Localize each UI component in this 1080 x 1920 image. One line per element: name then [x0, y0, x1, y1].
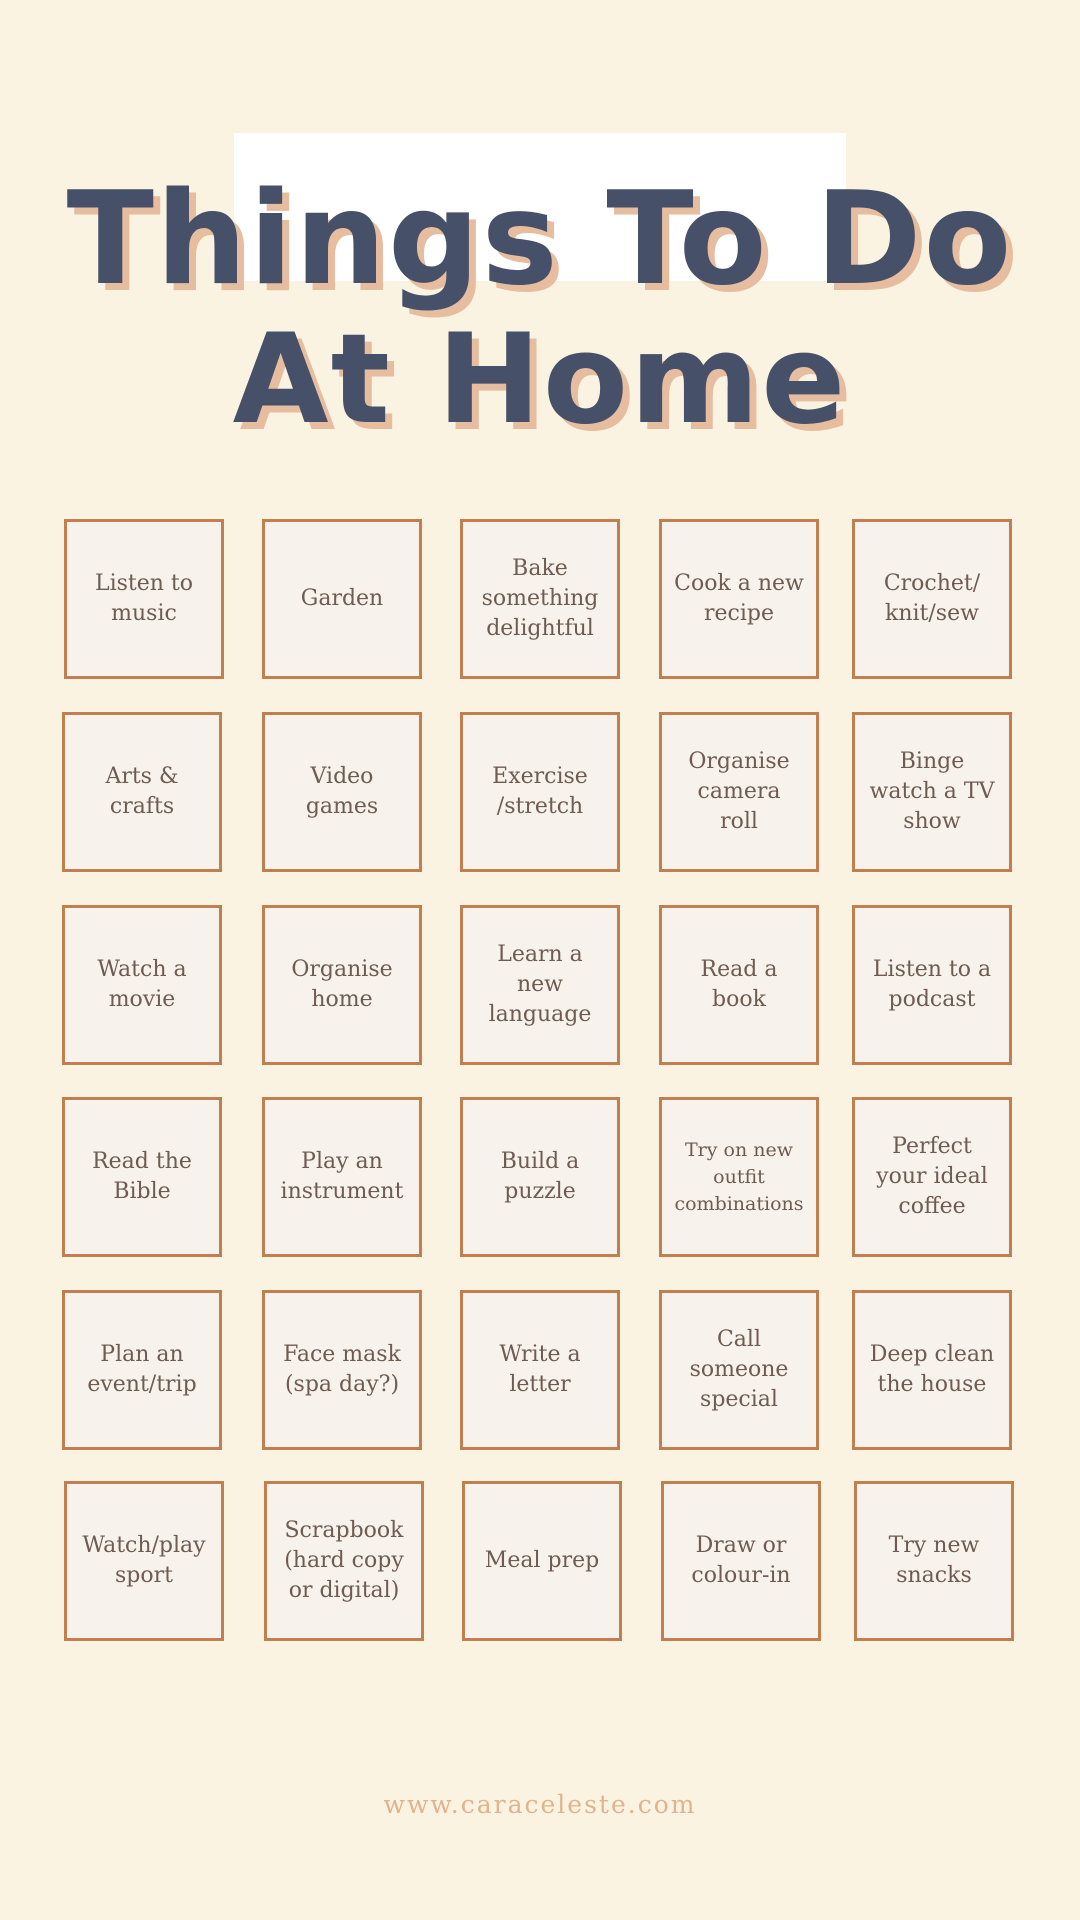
activity-tile	[460, 1290, 620, 1450]
footer-website: www.caraceleste.com	[383, 1790, 697, 1819]
activity-tile	[852, 905, 1012, 1065]
activity-label: Arts & crafts	[105, 764, 179, 819]
activity-label: Call someone special	[689, 1327, 789, 1412]
activity-label: Learn a new language	[488, 942, 592, 1027]
activity-tile	[62, 905, 222, 1065]
activity-tile	[262, 1290, 422, 1450]
activity-tile	[64, 1481, 224, 1641]
activity-label: Crochet/ knit/sew	[883, 571, 981, 626]
activity-label: Perfect your ideal coffee	[876, 1134, 988, 1219]
page-title-line-1: Things To Do	[66, 165, 1014, 314]
activity-label: Listen to music	[94, 571, 194, 626]
activity-tile	[462, 1481, 622, 1641]
activity-label: Exercise /stretch	[492, 764, 588, 819]
activity-tile	[659, 905, 819, 1065]
activity-tile	[64, 519, 224, 679]
activity-label: Meal prep	[484, 1548, 600, 1573]
activity-label: Watch/play sport	[82, 1533, 206, 1588]
activity-label: Read the Bible	[92, 1149, 192, 1204]
activity-tile	[262, 519, 422, 679]
activity-tile	[852, 519, 1012, 679]
activity-tile	[460, 1097, 620, 1257]
activity-tile	[659, 712, 819, 872]
activity-label: Watch a movie	[97, 957, 187, 1012]
activity-label: Cook a new recipe	[674, 571, 804, 626]
activity-tile	[264, 1481, 424, 1641]
activity-tile	[852, 1097, 1012, 1257]
activity-tile	[262, 1097, 422, 1257]
activity-label: Write a letter	[499, 1342, 581, 1397]
activity-label: Try on new outfit combinations	[674, 1138, 804, 1215]
activity-tile	[62, 712, 222, 872]
activity-label: Draw or colour-in	[691, 1533, 791, 1588]
activity-label: Plan an event/trip	[87, 1342, 197, 1397]
activity-label: Play an instrument	[280, 1149, 404, 1204]
activity-tile	[852, 1290, 1012, 1450]
activity-label: Bake something delightful	[481, 556, 599, 641]
activity-tile	[62, 1097, 222, 1257]
activity-tile	[460, 519, 620, 679]
activity-label: Binge watch a TV show	[869, 749, 995, 834]
activity-label: Garden	[300, 586, 384, 611]
activity-label: Organise home	[291, 957, 393, 1012]
activity-tile	[62, 1290, 222, 1450]
activity-label: Read a book	[700, 957, 778, 1012]
activity-label: Video games	[305, 764, 379, 819]
activity-label: Listen to a podcast	[872, 957, 992, 1012]
activity-tile	[661, 1481, 821, 1641]
activity-tile	[854, 1481, 1014, 1641]
activity-tile	[852, 712, 1012, 872]
activity-label: Try new snacks	[888, 1533, 980, 1588]
activity-tile	[659, 1290, 819, 1450]
activity-label: Scrapbook (hard copy or digital)	[284, 1518, 404, 1603]
activity-tile	[659, 519, 819, 679]
activity-label: Deep clean the house	[869, 1342, 995, 1397]
activity-tile	[460, 712, 620, 872]
activity-label: Build a puzzle	[500, 1149, 580, 1204]
activity-tile	[460, 905, 620, 1065]
activity-tile	[262, 712, 422, 872]
page-title-line-2: At Home	[232, 308, 848, 452]
activity-label: Face mask (spa day?)	[283, 1342, 401, 1397]
activity-tile	[659, 1097, 819, 1257]
activity-tile	[262, 905, 422, 1065]
activity-label: Organise camera roll	[688, 749, 790, 834]
